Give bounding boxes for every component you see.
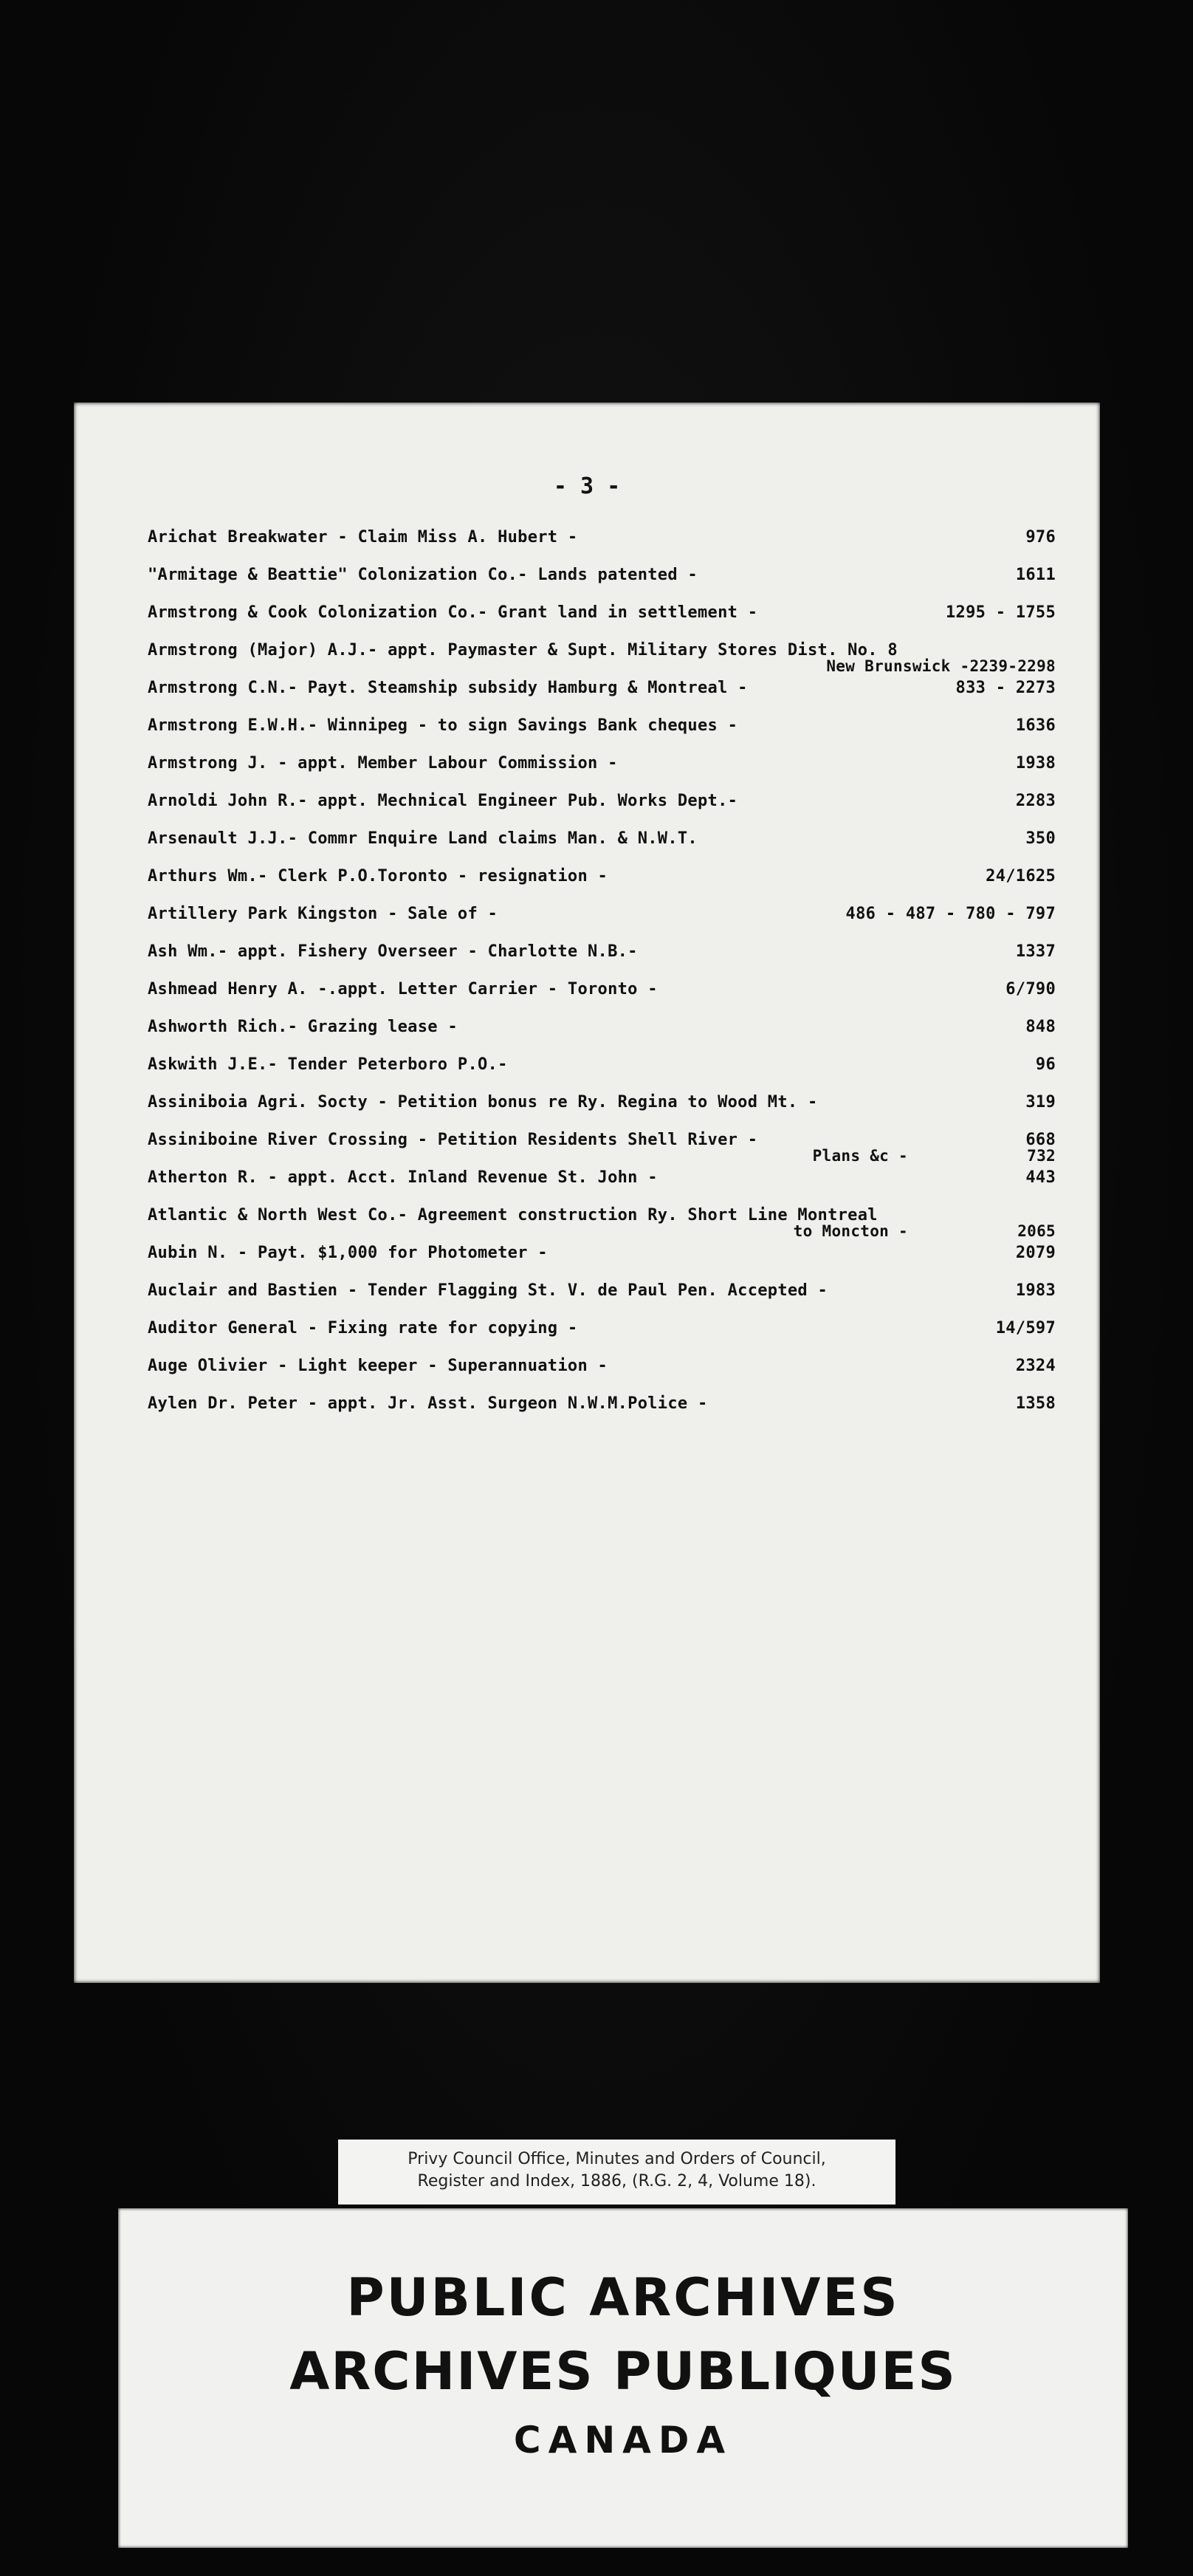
entry-text: Auge Olivier - Light keeper - Superannuation - bbox=[148, 1357, 608, 1375]
index-entry bbox=[148, 641, 1056, 674]
entry-text: Armstrong J. - appt. Member Labour Commission - bbox=[148, 754, 618, 773]
entry-reference-secondary: 2065 bbox=[1017, 1222, 1056, 1240]
entry-text: Askwith J.E.- Tender Peterboro P.O.- bbox=[148, 1055, 508, 1074]
index-entry bbox=[148, 905, 1056, 937]
stamp-line-french: ARCHIVES PUBLIQUES bbox=[289, 2341, 957, 2402]
entry-text: Arsenault J.J.- Commr Enquire Land claims Man. & N.W.T. bbox=[148, 829, 698, 848]
entry-text: Aylen Dr. Peter - appt. Jr. Asst. Surgeon N.W.M.Police - bbox=[148, 1394, 708, 1413]
entry-text: Atlantic & North West Co.- Agreement construction Ry. Short Line Montreal bbox=[148, 1206, 878, 1224]
index-entry bbox=[148, 1394, 1056, 1427]
entry-text: Arthurs Wm.- Clerk P.O.Toronto - resignation - bbox=[148, 867, 608, 886]
index-entry bbox=[148, 716, 1056, 749]
entry-reference: 443 bbox=[1025, 1168, 1056, 1187]
index-entry bbox=[148, 1055, 1056, 1088]
entry-reference: 1611 bbox=[1015, 566, 1056, 584]
entry-text: Armstrong E.W.H.- Winnipeg - to sign Savings Bank cheques - bbox=[148, 716, 738, 735]
index-entry bbox=[148, 1281, 1056, 1314]
index-entry bbox=[148, 829, 1056, 862]
entry-text: Armstrong C.N.- Payt. Steamship subsidy Hamburg & Montreal - bbox=[148, 679, 748, 697]
entry-reference: 2324 bbox=[1015, 1357, 1056, 1375]
stamp-line-country: CANADA bbox=[513, 2419, 733, 2462]
entry-reference: 1636 bbox=[1015, 716, 1056, 735]
entry-reference: 1358 bbox=[1015, 1394, 1056, 1413]
entry-text: Assiniboine River Crossing - Petition Residents Shell River - bbox=[148, 1131, 758, 1149]
page-number: - 3 - bbox=[553, 473, 621, 499]
index-entry bbox=[148, 1357, 1056, 1389]
entry-reference: 350 bbox=[1025, 829, 1056, 848]
entry-reference: 976 bbox=[1025, 528, 1056, 547]
index-entry bbox=[148, 792, 1056, 824]
entry-reference: 486 - 487 - 780 - 797 bbox=[845, 905, 1056, 923]
index-entry bbox=[148, 603, 1056, 636]
entry-reference-secondary: 732 bbox=[1027, 1147, 1056, 1165]
index-entry bbox=[148, 867, 1056, 900]
index-entry bbox=[148, 1168, 1056, 1201]
entry-text: "Armitage & Beattie" Colonization Co.- Lands patented - bbox=[148, 566, 698, 584]
index-entry bbox=[148, 1018, 1056, 1050]
entry-reference: 14/597 bbox=[995, 1319, 1056, 1337]
entry-continuation: New Brunswick -2239-2298 bbox=[826, 657, 1056, 675]
entry-text: Aubin N. - Payt. $1,000 for Photometer - bbox=[148, 1244, 548, 1262]
index-entry bbox=[148, 566, 1056, 598]
entry-continuation: Plans &c - bbox=[812, 1147, 908, 1165]
entry-text: Ashmead Henry A. -.appt. Letter Carrier - Toronto - bbox=[148, 980, 658, 998]
entry-text: Ashworth Rich.- Grazing lease - bbox=[148, 1018, 458, 1036]
index-entry bbox=[148, 1244, 1056, 1276]
index-entry bbox=[148, 528, 1056, 561]
entry-reference: 848 bbox=[1025, 1018, 1056, 1036]
entry-text: Auclair and Bastien - Tender Flagging St. V. de Paul Pen. Accepted - bbox=[148, 1281, 828, 1300]
entry-text: Arichat Breakwater - Claim Miss A. Hubert - bbox=[148, 528, 578, 547]
entry-continuation: to Moncton - bbox=[793, 1222, 908, 1240]
index-entry bbox=[148, 980, 1056, 1013]
source-caption bbox=[338, 2140, 895, 2205]
entry-text: Ash Wm.- appt. Fishery Overseer - Charlotte N.B.- bbox=[148, 942, 638, 961]
entry-reference: 2079 bbox=[1015, 1244, 1056, 1262]
entry-reference: 1295 - 1755 bbox=[946, 603, 1056, 622]
index-entry bbox=[148, 1131, 1056, 1163]
entry-text: Assiniboia Agri. Socty - Petition bonus re Ry. Regina to Wood Mt. - bbox=[148, 1093, 818, 1111]
entry-reference: 24/1625 bbox=[986, 867, 1056, 886]
index-entry bbox=[148, 1319, 1056, 1352]
entry-reference: 2283 bbox=[1015, 792, 1056, 810]
stamp-line-english: PUBLIC ARCHIVES bbox=[346, 2267, 900, 2328]
entry-text: Auditor General - Fixing rate for copying - bbox=[148, 1319, 578, 1337]
entry-text: Atherton R. - appt. Acct. Inland Revenue St. John - bbox=[148, 1168, 658, 1187]
entry-reference: 668 bbox=[1025, 1131, 1056, 1149]
index-entry bbox=[148, 1206, 1056, 1239]
index-page bbox=[74, 402, 1100, 1983]
entry-text: Armstrong & Cook Colonization Co.- Grant land in settlement - bbox=[148, 603, 758, 622]
entry-text: Arnoldi John R.- appt. Mechnical Engineer Pub. Works Dept.- bbox=[148, 792, 738, 810]
archives-stamp bbox=[118, 2208, 1128, 2548]
entry-reference: 319 bbox=[1025, 1093, 1056, 1111]
entry-reference: 1337 bbox=[1015, 942, 1056, 961]
entry-text: Artillery Park Kingston - Sale of - bbox=[148, 905, 498, 923]
index-entry bbox=[148, 679, 1056, 711]
entry-reference: 1983 bbox=[1015, 1281, 1056, 1300]
entry-reference: 6/790 bbox=[1005, 980, 1056, 998]
entry-text: Armstrong (Major) A.J.- appt. Paymaster & Supt. Military Stores Dist. No. 8 bbox=[148, 641, 898, 660]
index-entry bbox=[148, 1093, 1056, 1126]
caption-line-2: Register and Index, 1886, (R.G. 2, 4, Volume 18). bbox=[417, 2172, 816, 2190]
entry-reference: 1938 bbox=[1015, 754, 1056, 773]
index-entry bbox=[148, 754, 1056, 787]
entry-reference: 833 - 2273 bbox=[955, 679, 1056, 697]
entry-reference: 96 bbox=[1035, 1055, 1056, 1074]
caption-line-1: Privy Council Office, Minutes and Orders of Council, bbox=[408, 2150, 826, 2168]
index-entry bbox=[148, 942, 1056, 975]
index-entries bbox=[148, 528, 1056, 1857]
